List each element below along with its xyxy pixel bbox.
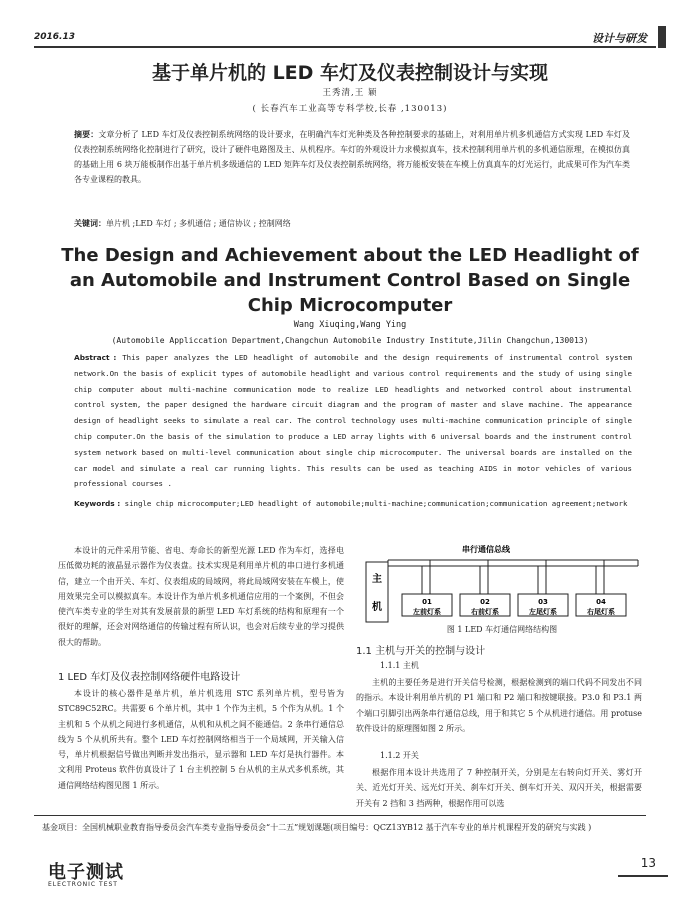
footer-fund-note: 基金项目：全国机械职业教育指导委员会汽车类专业指导委员会“十二五”规划课题(项目编号：QCZ13YB12 基于汽车专业的单片机课程开发的研究与实践 ) bbox=[42, 823, 592, 832]
authors-cn: 王秀清,王 颖 bbox=[322, 88, 378, 98]
master-label-2: 机 bbox=[372, 602, 382, 613]
node-label-4: 右尾灯系 bbox=[587, 608, 615, 616]
master-box bbox=[366, 562, 388, 622]
node-label-3: 左尾灯系 bbox=[529, 608, 557, 616]
section-1-1-2-heading: 1.1.2 开关 bbox=[380, 751, 419, 760]
node-num-3: 03 bbox=[538, 598, 548, 606]
node-left-rear bbox=[518, 560, 568, 616]
network-diagram bbox=[362, 538, 642, 628]
node-right-rear bbox=[576, 560, 626, 616]
header-column-title: 设计与研发 bbox=[592, 32, 647, 45]
keywords-en-label: Keywords : bbox=[74, 499, 121, 508]
abstract-en bbox=[74, 350, 632, 492]
keywords-cn bbox=[74, 218, 630, 229]
node-label-1: 左前灯系 bbox=[413, 608, 441, 616]
abstract-en-label: Abstract : bbox=[74, 353, 117, 362]
abstract-cn-text: 文章分析了 LED 车灯及仪表控制系统网络的设计要求，在明确汽车灯光种类及各种控制要求的基础上，对利用单片机多机通信方式实现 LED 车灯及仪表控制系统网络化控制进行了研究，设计了硬件电路图及主、从机程序。车灯的外观设计力求模拟真车，技术控制利用单片机的多机通信原理，在模拟仿真的基础上用 6 块万能板制作出基于单片机多级通信的 LED 矩阵车灯及仪表控制系统网络，将万能板安装在车模上仿真真车的灯光运行，此成果可作为汽车类各专业课程的教具。 bbox=[74, 130, 630, 184]
title-en: The Design and Achievement about the LED Headlight of an Automobile and Instrument Control Based on Single Chip Microcomputer bbox=[61, 245, 639, 316]
intro-text: 本设计的元件采用节能、省电、寿命长的新型光源 LED 作为车灯，选择电压低微功耗的液晶显示器作为仪表盘。技术实现是利用单片机的串口进行多机通信，建立一个由开关、车灯、仪表组成的局域网，将此局域网安装在车模上，使用效果完全可以模拟真车。本设计作为单片机多机通信应用的一个案例，不但会使汽车类专业的学生对其有发展前景的新型 LED 车灯系统的结构和原理有一个很好的理解，还会对网络通信的传输过程有所认识，也会对后续专业的学习提供很大的帮助。 bbox=[58, 546, 344, 647]
keywords-cn-text: 单片机 ;LED 车灯 ; 多机通信 ; 通信协议 ; 控制网络 bbox=[106, 219, 291, 228]
node-num-1: 01 bbox=[422, 598, 432, 606]
keywords-cn-label: 关键词： bbox=[74, 219, 106, 228]
section-1-1-heading: 1.1 主机与开关的控制与设计 bbox=[356, 646, 486, 657]
keywords-en-text: single chip microcomputer;LED headlight of automobile;multi-machine;communication;communication agreement;network bbox=[124, 499, 628, 508]
authors-en: Wang Xiuqing,Wang Ying bbox=[293, 320, 407, 330]
section-1-1-2-text: 根据作用本设计共选用了 7 种控制开关，分别是左右转向灯开关、雾灯开关、近光灯开关、远光灯开关、刹车灯开关、倒车灯开关、双闪开关，根据需要开关有 2 挡和 3 挡两种，根据作用可以选 bbox=[356, 768, 642, 808]
affiliation-en: (Automobile Appliccation Department,Changchun Automobile Industry Institute,Jilin Changchun,130013) bbox=[111, 336, 589, 345]
figure-1-caption: 图 1 LED 车灯通信网络结构图 bbox=[446, 625, 558, 634]
intro-paragraph bbox=[58, 543, 344, 650]
footer-rule bbox=[34, 815, 646, 816]
affiliation-cn: ( 长春汽车工业高等专科学校,长春 ,130013) bbox=[252, 104, 448, 114]
journal-logo: 电子测试 bbox=[48, 862, 124, 883]
node-label-2: 右前灯系 bbox=[471, 608, 499, 616]
abstract-en-text: This paper analyzes the LED headlight of automobile and the design requirements of instrumental control system network.On the basis of explicit types of automobile headlight and various control requirements and the study of using single chip computer about multi-machine communication mode to realize LED headlights and networked control about instrumental control system, the paper designed the hardware circuit diagram and the program of master and slave machine. The appearance design of headlight seeks to simulate a real car. The control technology uses multi-machine communication principle of single chip computer.On the basis of the simulation to produce a LED array lights with 6 universal boards and the instrument control system network based on multi-level communication about single chip microcomputer. The universal boards are installed on the car model and simulate a real car running lights. This results can be used as teaching AIDS in motor vehicles of various professional courses . bbox=[74, 353, 632, 489]
node-left-front bbox=[402, 560, 452, 616]
bus-label: 串行通信总线 bbox=[462, 545, 510, 554]
abstract-cn bbox=[74, 127, 630, 187]
journal-logo-subtitle: ELECTRONIC TEST bbox=[48, 881, 118, 888]
abstract-cn-label: 摘要： bbox=[74, 130, 99, 139]
keywords-en bbox=[74, 496, 632, 511]
node-num-2: 02 bbox=[480, 598, 490, 606]
master-label-1: 主 bbox=[372, 574, 382, 585]
node-right-front bbox=[460, 560, 510, 616]
section-1-text: 本设计的核心器件是单片机，单片机选用 STC 系列单片机，型号皆为 STC89C52RC。共需要 6 个单片机，其中 1 个作为主机，5 个作为从机。1 个主机和 5 个从机之间进行多机通信，从机和从机之间不能通信。2 条串行通信总线为 5 个从机所共有。整个 LED 车灯控制网络相当于一个局域网，开关输入信号，单片机根据信号做出判断并发出指示，显示器和 LED 车灯是执行器件。本文利用 Proteus 软件仿真设计了 1 台主机控制 5 台从机的主从式多机系统，其通信网络结构图见图 1 所示。 bbox=[58, 689, 344, 790]
node-num-4: 04 bbox=[596, 598, 606, 606]
section-1-heading: 1 LED 车灯及仪表控制网络硬件电路设计 bbox=[58, 672, 241, 683]
section-1-1-1-text: 主机的主要任务是进行开关信号检测，根据检测到的端口代码不同发出不同的指示。本设计利用单片机的 P1 端口和 P2 端口和按键联接。P3.0 和 P3.1 两个端口引脚引出两条串行通信总线，用于和其它 5 个从机进行通信。用 protuse 软件设计的原理图如图 2 所示。 bbox=[356, 678, 642, 733]
header-date: 2016.13 bbox=[34, 32, 75, 42]
header-rule bbox=[34, 46, 656, 48]
title-cn: 基于单片机的 LED 车灯及仪表控制设计与实现 bbox=[151, 62, 549, 84]
page-number-rule bbox=[618, 875, 668, 877]
header-bar bbox=[658, 26, 666, 48]
page-number: 13 bbox=[640, 856, 656, 870]
section-1-1-1-heading: 1.1.1 主机 bbox=[380, 661, 419, 670]
